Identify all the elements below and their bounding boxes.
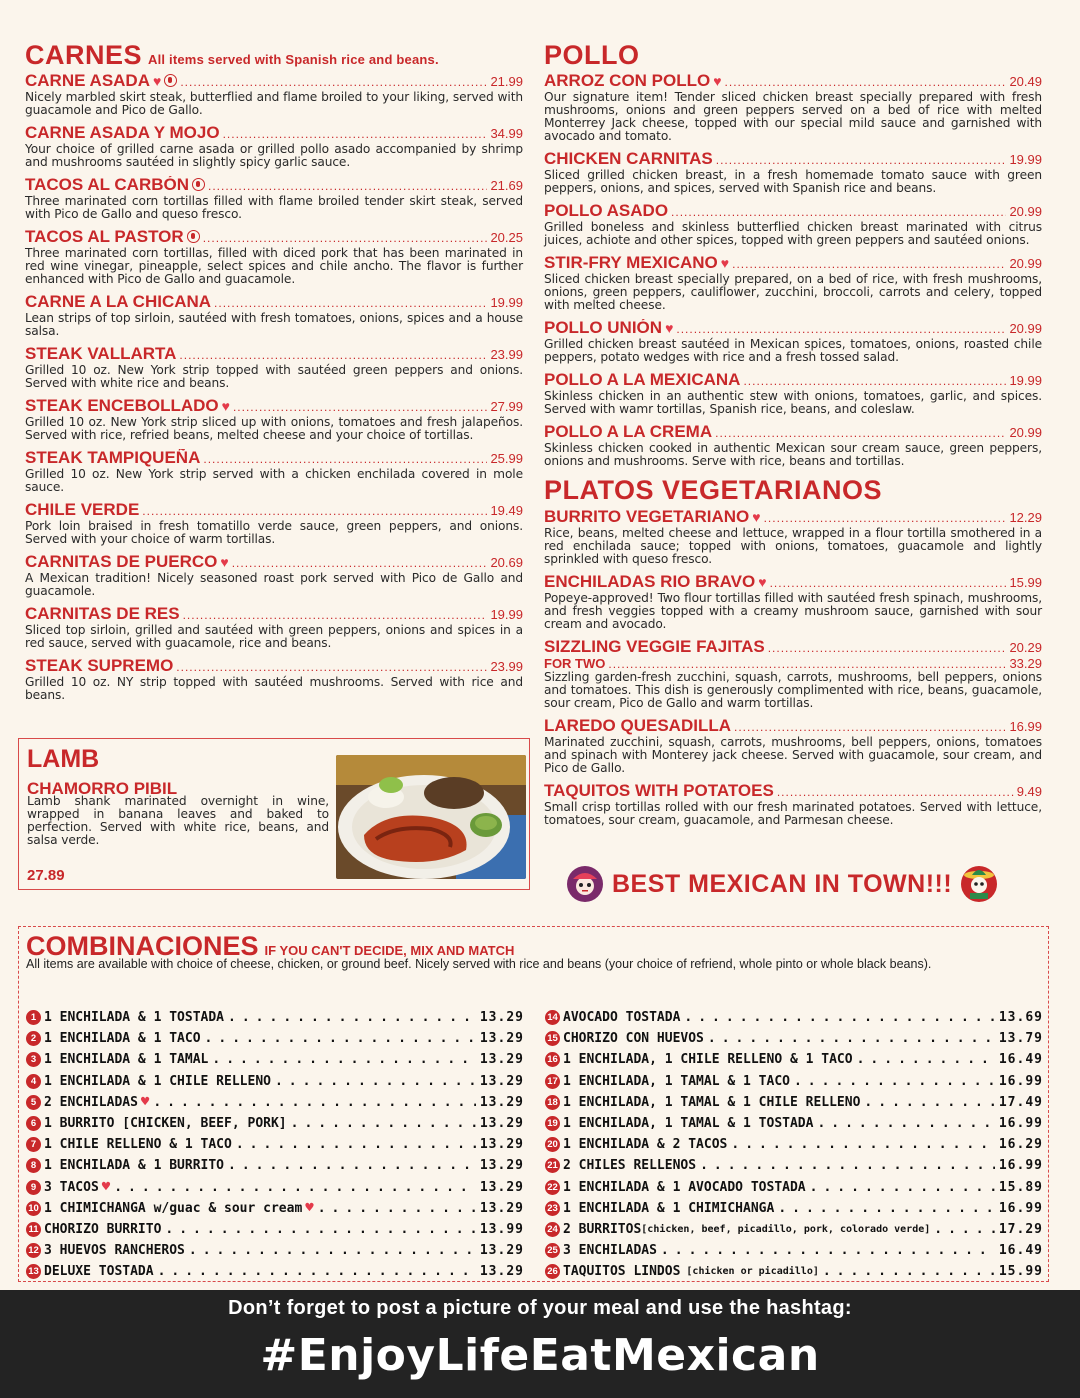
menu-item bbox=[25, 657, 523, 702]
combo-price: 16.99 bbox=[998, 1116, 1043, 1132]
heart-icon: ♥ bbox=[713, 73, 722, 89]
combo-number-badge: 17 bbox=[545, 1074, 560, 1089]
leader-dots bbox=[205, 1031, 476, 1046]
combo-row bbox=[545, 1007, 1043, 1028]
combo-price: 13.29 bbox=[479, 1116, 524, 1132]
combo-number-badge: 18 bbox=[545, 1095, 560, 1110]
combo-price: 13.29 bbox=[479, 1137, 524, 1153]
footer-hashtag: #EnjoyLifeEatMexican bbox=[260, 1330, 820, 1381]
leader-dots bbox=[725, 74, 1007, 91]
combo-row bbox=[545, 1049, 1043, 1070]
menu-item bbox=[544, 371, 1042, 416]
leader-dots bbox=[236, 1137, 476, 1152]
carnes-section bbox=[25, 40, 523, 709]
heart-icon: ♥ bbox=[220, 554, 229, 570]
item-description: Pork loin braised in fresh tomatillo verde sauce, green peppers, and onions. Served with your choice of warm tortillas. bbox=[25, 519, 523, 546]
leader-dots bbox=[817, 1116, 994, 1131]
combo-row bbox=[545, 1240, 1043, 1261]
combo-name: 3 HUEVOS RANCHEROS bbox=[44, 1243, 185, 1259]
combo-number-badge: 16 bbox=[545, 1052, 560, 1067]
combo-number-badge: 8 bbox=[26, 1158, 41, 1173]
leader-dots bbox=[794, 1074, 995, 1089]
leader-dots bbox=[732, 256, 1006, 273]
combo-price: 16.99 bbox=[998, 1158, 1043, 1174]
item-price: 15.99 bbox=[1009, 575, 1042, 590]
combo-name: 1 ENCHILADA & 1 CHIMICHANGA bbox=[563, 1200, 775, 1216]
item-extra-label: FOR TWO bbox=[544, 657, 606, 671]
combo-price: 13.29 bbox=[479, 1243, 524, 1259]
combo-note: [chicken, beef, picadillo, pork, colorado verde] bbox=[641, 1223, 931, 1235]
leader-dots bbox=[764, 510, 1007, 527]
combo-row bbox=[26, 1028, 524, 1049]
combo-number-badge: 3 bbox=[26, 1052, 41, 1067]
best-mexican-banner bbox=[566, 860, 1026, 908]
combo-row bbox=[545, 1113, 1043, 1134]
dish-illustration bbox=[336, 755, 526, 879]
carnes-subtitle: All items served with Spanish rice and beans. bbox=[148, 52, 439, 67]
combo-price: 13.29 bbox=[479, 1010, 524, 1026]
item-description: Three marinated corn tortillas filled with flame broiled tender skirt steak, served with Pico de Gallo and queso fresco. bbox=[25, 194, 523, 221]
combo-name: 1 ENCHILADA & 1 TOSTADA bbox=[44, 1010, 225, 1026]
combo-row bbox=[26, 1155, 524, 1176]
leader-dots bbox=[208, 178, 487, 195]
item-description: Grilled 10 oz. New York strip served with a chicken enchilada covered in mole sauce. bbox=[25, 467, 523, 494]
combo-list-left bbox=[26, 1007, 524, 1282]
item-description: Your choice of grilled carne asada or grilled pollo asado accompanied by shrimp and mushrooms sautéed in slightly spicy garlic sauce. bbox=[25, 142, 523, 169]
item-name: ARROZ CON POLLO bbox=[544, 72, 711, 90]
lamb-item-description: Lamb shank marinated overnight in wine, wrapped in banana leaves and baked to perfection. Served with white rice, beans, and salsa verde. bbox=[27, 794, 329, 847]
item-price: 20.99 bbox=[1009, 425, 1042, 440]
combo-price: 16.29 bbox=[998, 1137, 1043, 1153]
combo-number-badge: 6 bbox=[26, 1116, 41, 1131]
item-description: Nicely marbled skirt steak, butterflied and flame broiled to your liking, served with guacamole and Pico de Gallo. bbox=[25, 90, 523, 117]
combo-price: 16.49 bbox=[998, 1052, 1043, 1068]
menu-item bbox=[544, 782, 1042, 827]
combo-name: 1 ENCHILADA, 1 TAMAL & 1 CHILE RELLENO bbox=[563, 1094, 861, 1110]
combo-number-badge: 24 bbox=[545, 1222, 560, 1237]
menu-item bbox=[25, 176, 523, 221]
leader-dots bbox=[715, 425, 1006, 442]
carnes-header bbox=[25, 40, 523, 70]
leader-dots bbox=[114, 1180, 476, 1195]
combo-number-badge: 10 bbox=[26, 1201, 41, 1216]
combo-name: 1 CHILE RELLENO & 1 TACO bbox=[44, 1137, 232, 1153]
item-name: CARNITAS DE PUERCO bbox=[25, 553, 218, 571]
footer-message: Don’t forget to post a picture of your meal and use the hashtag: bbox=[228, 1297, 852, 1319]
combo-name: 1 ENCHILADA, 1 TAMAL & 1 TACO bbox=[563, 1073, 790, 1089]
item-price: 19.99 bbox=[1009, 373, 1042, 388]
leader-dots bbox=[857, 1052, 995, 1067]
pollo-title: POLLO bbox=[544, 40, 640, 70]
item-price: 23.99 bbox=[490, 659, 523, 674]
combo-row bbox=[545, 1177, 1043, 1198]
combo-row bbox=[545, 1155, 1043, 1176]
combo-name: 1 BURRITO [CHICKEN, BEEF, PORK] bbox=[44, 1116, 287, 1132]
combo-note: [chicken or picadillo] bbox=[686, 1266, 819, 1278]
leader-dots bbox=[731, 1137, 994, 1152]
combo-name: 3 TACOS bbox=[44, 1179, 99, 1195]
leader-dots bbox=[608, 657, 1006, 671]
pollo-section bbox=[544, 40, 1042, 834]
item-name: CHICKEN CARNITAS bbox=[544, 150, 713, 168]
item-description: Sizzling garden-fresh zucchini, squash, carrots, mushrooms, bell peppers, onions and tomatoes. This dish is generously complimented with rice, beans, guacamole, sour cream, Pico de Gallo and warm tortillas. bbox=[544, 670, 1042, 710]
item-name: TAQUITOS WITH POTATOES bbox=[544, 782, 774, 800]
menu-item bbox=[544, 508, 1042, 566]
item-price: 20.99 bbox=[1009, 256, 1042, 271]
item-description: Grilled 10 oz. New York strip sliced up with onions, tomatoes and fresh jalapeños. Served with rice, refried beans, melted cheese and your choice of tortillas. bbox=[25, 415, 523, 442]
combo-price: 15.99 bbox=[998, 1264, 1043, 1280]
combo-name: 1 ENCHILADA, 1 CHILE RELLENO & 1 TACO bbox=[563, 1052, 853, 1068]
combo-name: 2 ENCHILADAS bbox=[44, 1094, 138, 1110]
combinaciones-title: COMBINACIONES bbox=[26, 931, 259, 961]
leader-dots bbox=[233, 399, 488, 416]
combo-price: 17.49 bbox=[998, 1094, 1043, 1110]
leader-dots bbox=[203, 451, 487, 468]
leader-dots bbox=[179, 347, 487, 364]
item-name: STEAK VALLARTA bbox=[25, 345, 177, 363]
item-name: CARNE A LA CHICANA bbox=[25, 293, 212, 311]
item-description: Grilled 10 oz. New York strip topped with sautéed green peppers and onions. Served with white rice and beans. bbox=[25, 363, 523, 390]
heart-icon: ♥ bbox=[665, 320, 674, 336]
item-name: SIZZLING VEGGIE FAJITAS bbox=[544, 638, 765, 656]
menu-item bbox=[544, 573, 1042, 631]
heart-icon: ♥ bbox=[305, 1200, 314, 1217]
combo-name: DELUXE TOSTADA bbox=[44, 1264, 154, 1280]
leader-dots bbox=[823, 1264, 995, 1279]
heart-icon: ♥ bbox=[140, 1094, 150, 1111]
combo-price: 16.49 bbox=[998, 1243, 1043, 1259]
menu-item bbox=[25, 124, 523, 169]
menu-item bbox=[25, 72, 523, 117]
item-extra-price: 33.29 bbox=[1009, 657, 1042, 671]
combo-number-badge: 15 bbox=[545, 1031, 560, 1046]
item-price: 27.99 bbox=[490, 399, 523, 414]
combinaciones-subtitle: IF YOU CAN'T DECIDE, MIX AND MATCH bbox=[264, 943, 515, 958]
combo-number-badge: 23 bbox=[545, 1201, 560, 1216]
menu-item bbox=[544, 319, 1042, 364]
menu-item bbox=[544, 72, 1042, 143]
combo-row bbox=[545, 1198, 1043, 1219]
combo-name: 1 ENCHILADA & 1 CHILE RELLENO bbox=[44, 1073, 271, 1089]
leader-dots bbox=[810, 1180, 995, 1195]
item-name: POLLO A LA MEXICANA bbox=[544, 371, 741, 389]
combo-name: 1 CHIMICHANGA w/guac & sour cream bbox=[44, 1200, 303, 1216]
item-price: 20.49 bbox=[1009, 74, 1042, 89]
heart-icon: ♥ bbox=[720, 255, 730, 271]
combo-number-badge: 19 bbox=[545, 1116, 560, 1131]
menu-item bbox=[25, 293, 523, 338]
leader-dots bbox=[770, 575, 1007, 592]
item-name: POLLO ASADO bbox=[544, 202, 669, 220]
combo-name: 1 ENCHILADA & 1 AVOCADO TOSTADA bbox=[563, 1179, 806, 1195]
combo-number-badge: 13 bbox=[26, 1264, 41, 1279]
leader-dots bbox=[864, 1095, 994, 1110]
heart-icon: ♥ bbox=[758, 574, 767, 590]
carnes-title: CARNES bbox=[25, 40, 143, 70]
leader-dots bbox=[228, 1158, 476, 1173]
menu-item bbox=[544, 717, 1042, 775]
combo-row bbox=[545, 1261, 1043, 1282]
menu-item bbox=[25, 345, 523, 390]
combo-row bbox=[545, 1028, 1043, 1049]
combo-price: 13.29 bbox=[479, 1073, 524, 1089]
catrina-icon bbox=[566, 865, 604, 903]
combo-row bbox=[26, 1219, 524, 1240]
menu-item bbox=[544, 254, 1042, 312]
item-name: CARNITAS DE RES bbox=[25, 605, 180, 623]
combo-row bbox=[26, 1113, 524, 1134]
leader-dots bbox=[158, 1264, 476, 1279]
combo-name: 2 CHILES RELLENOS bbox=[563, 1158, 697, 1174]
combo-price: 13.29 bbox=[479, 1094, 524, 1110]
combo-name: TAQUITOS LINDOS bbox=[563, 1264, 681, 1280]
spicy-icon bbox=[164, 74, 177, 87]
item-name: LAREDO QUESADILLA bbox=[544, 717, 731, 735]
lamb-title: LAMB bbox=[27, 745, 100, 773]
item-price: 19.99 bbox=[490, 295, 523, 310]
combo-row bbox=[26, 1134, 524, 1155]
leader-dots bbox=[778, 1201, 995, 1216]
item-description: Grilled chicken breast sautéed in Mexican spices, tomatoes, onions, roasted chile peppers, potato wedges with rice and a fresh tossed salad. bbox=[544, 337, 1042, 364]
leader-dots bbox=[232, 555, 488, 572]
spicy-icon bbox=[192, 178, 205, 191]
item-description: Small crisp tortillas rolled with our fresh marinated potatoes. Served with lettuce, tomatoes, sour cream, guacamole, and Parmesan cheese. bbox=[544, 800, 1042, 827]
combo-number-badge: 5 bbox=[26, 1095, 41, 1110]
combo-price: 17.29 bbox=[998, 1221, 1043, 1237]
item-description: Popeye-approved! Two flour tortillas filled with sautéed fresh spinach, mushrooms, and fresh veggies topped with a creamy mushroom sauce, garnished with sour cream and avocado. bbox=[544, 591, 1042, 631]
lamb-section bbox=[18, 738, 530, 890]
combo-name: 1 ENCHILADA & 2 TACOS bbox=[563, 1137, 728, 1153]
menu-item bbox=[25, 228, 523, 286]
combo-name: 1 ENCHILADA & 1 TAMAL bbox=[44, 1052, 209, 1068]
combo-number-badge: 14 bbox=[545, 1010, 560, 1025]
combo-price: 13.29 bbox=[479, 1179, 524, 1195]
lamb-item-name: CHAMORRO PIBIL bbox=[27, 779, 178, 798]
item-price: 23.99 bbox=[490, 347, 523, 362]
combo-name: 2 BURRITOS bbox=[563, 1221, 642, 1237]
combo-number-badge: 12 bbox=[26, 1243, 41, 1258]
item-name: POLLO UNIÓN bbox=[544, 319, 663, 337]
leader-dots bbox=[189, 1243, 476, 1258]
combinaciones-section bbox=[18, 926, 1049, 1282]
item-name: STIR-FRY MEXICANO bbox=[544, 254, 718, 272]
leader-dots bbox=[176, 659, 487, 676]
veg-title: PLATOS VEGETARIANOS bbox=[544, 475, 883, 505]
item-name: ENCHILADAS RIO BRAVO bbox=[544, 573, 756, 591]
item-name: TACOS AL PASTOR bbox=[25, 228, 184, 246]
menu-item bbox=[25, 553, 523, 598]
item-price: 19.49 bbox=[490, 503, 523, 518]
combo-row bbox=[26, 1049, 524, 1070]
item-name: STEAK ENCEBOLLADO bbox=[25, 397, 219, 415]
heart-icon: ♥ bbox=[221, 398, 230, 414]
combo-number-badge: 1 bbox=[26, 1010, 41, 1025]
combo-number-badge: 9 bbox=[26, 1180, 41, 1195]
spicy-icon bbox=[187, 230, 200, 243]
item-description: Sliced grilled chicken breast, in a fresh homemade tomato sauce with green peppers, onions, and spices, served with Spanish rice and beans. bbox=[544, 168, 1042, 195]
leader-dots bbox=[183, 607, 488, 624]
combo-name: CHORIZO BURRITO bbox=[44, 1221, 162, 1237]
combo-number-badge: 11 bbox=[26, 1222, 41, 1237]
combo-number-badge: 22 bbox=[545, 1180, 560, 1195]
combo-name: CHORIZO CON HUEVOS bbox=[563, 1031, 704, 1047]
combo-row bbox=[26, 1071, 524, 1092]
combo-price: 13.99 bbox=[479, 1221, 524, 1237]
leader-dots bbox=[671, 204, 1006, 221]
lamb-dish-photo bbox=[336, 755, 526, 879]
item-description: Marinated zucchini, squash, carrots, mushrooms, bell peppers, onions, tomatoes and spinach with Monterey jack cheese. Served with guacamole, sour cream, and Pico de Gallo. bbox=[544, 735, 1042, 775]
menu-item bbox=[544, 202, 1042, 247]
combo-price: 13.29 bbox=[479, 1031, 524, 1047]
lamb-item-price: 27.89 bbox=[27, 867, 65, 884]
item-description: Rice, beans, melted cheese and lettuce, wrapped in a flour tortilla smothered in a red enchilada sauce; topped with onions, tomatoes, guacamole and lightly sprinkled with queso fresco. bbox=[544, 526, 1042, 566]
combo-row bbox=[545, 1071, 1043, 1092]
mariachi-skull-icon bbox=[960, 865, 998, 903]
combo-number-badge: 20 bbox=[545, 1137, 560, 1152]
item-price: 20.25 bbox=[490, 230, 523, 245]
leader-dots bbox=[153, 1095, 476, 1110]
combo-price: 16.99 bbox=[998, 1073, 1043, 1089]
leader-dots bbox=[165, 1222, 475, 1237]
item-price: 20.69 bbox=[490, 555, 523, 570]
item-price: 21.69 bbox=[490, 178, 523, 193]
item-description: Our signature item! Tender sliced chicken breast specially prepared with fresh mushrooms, onions and green peppers served on a bed of rice with melted Monterrey Jack cheese, topped with our special mild sauce and garnished with avocado and tomato. bbox=[544, 90, 1042, 143]
leader-dots bbox=[676, 321, 1006, 338]
menu-item bbox=[544, 638, 1042, 710]
item-price: 19.99 bbox=[490, 607, 523, 622]
item-name: STEAK TAMPIQUEÑA bbox=[25, 449, 201, 467]
item-price: 9.49 bbox=[1016, 784, 1042, 799]
heart-icon: ♥ bbox=[101, 1179, 111, 1196]
item-description: Lean strips of top sirloin, sautéed with fresh tomatoes, onions, spices and a house salsa. bbox=[25, 311, 523, 338]
leader-dots bbox=[223, 126, 488, 143]
combo-number-badge: 26 bbox=[545, 1264, 560, 1279]
item-name: STEAK SUPREMO bbox=[25, 657, 174, 675]
combo-row bbox=[26, 1092, 524, 1113]
combo-price: 13.79 bbox=[998, 1031, 1043, 1047]
leader-dots bbox=[228, 1010, 476, 1025]
leader-dots bbox=[661, 1243, 995, 1258]
item-name: POLLO A LA CREMA bbox=[544, 423, 713, 441]
item-price: 20.99 bbox=[1009, 321, 1042, 336]
combo-number-badge: 7 bbox=[26, 1137, 41, 1152]
item-description: Sliced chicken breast specially prepared, on a bed of rice, with fresh mushrooms, onions, green peppers, cauliflower, zucchini, broccoli, carrots and celery, topped with melted cheese. bbox=[544, 272, 1042, 312]
item-price: 19.99 bbox=[1009, 152, 1042, 167]
item-name: BURRITO VEGETARIANO bbox=[544, 508, 750, 526]
item-description: Sliced top sirloin, grilled and sautéed with green peppers, onions and spices in a red sauce, served with guacamole, rice and beans. bbox=[25, 623, 523, 650]
combo-price: 13.29 bbox=[479, 1200, 524, 1216]
heart-icon: ♥ bbox=[752, 509, 761, 525]
item-description: A Mexican tradition! Nicely seasoned roast pork served with Pico de Gallo and guacamole. bbox=[25, 571, 523, 598]
combo-row bbox=[545, 1219, 1043, 1240]
combo-number-badge: 21 bbox=[545, 1158, 560, 1173]
combo-row bbox=[26, 1177, 524, 1198]
item-name: CARNE ASADA bbox=[25, 72, 150, 90]
leader-dots bbox=[934, 1222, 995, 1237]
leader-dots bbox=[777, 784, 1014, 801]
menu-item bbox=[25, 605, 523, 650]
combo-price: 13.29 bbox=[479, 1158, 524, 1174]
leader-dots bbox=[318, 1201, 476, 1216]
best-mexican-text: BEST MEXICAN IN TOWN!!! bbox=[612, 869, 953, 898]
combo-name: 1 ENCHILADA & 1 BURRITO bbox=[44, 1158, 225, 1174]
leader-dots bbox=[734, 719, 1006, 736]
combo-price: 13.29 bbox=[479, 1052, 524, 1068]
item-name: TACOS AL CARBÓN bbox=[25, 176, 190, 194]
item-description: Skinless chicken in an authentic stew with onions, tomatoes, garlic, and spices. Served with wamr tortillas, Spanish rice, beans, and coleslaw. bbox=[544, 389, 1042, 416]
menu-item bbox=[544, 423, 1042, 468]
item-description: Three marinated corn tortillas, filled with diced pork that has been marinated in red wine vinegar, pineapple, select spices and chile ancho. The flavor is further enhanced with Pico de Gallo and guacamole. bbox=[25, 246, 523, 286]
combo-price: 15.89 bbox=[998, 1179, 1043, 1195]
item-price: 12.29 bbox=[1009, 510, 1042, 525]
combo-number-badge: 2 bbox=[26, 1031, 41, 1046]
combo-name: 3 ENCHILADAS bbox=[563, 1243, 657, 1259]
leader-dots bbox=[275, 1074, 476, 1089]
leader-dots bbox=[214, 295, 487, 312]
item-price: 16.99 bbox=[1009, 719, 1042, 734]
item-description: Skinless chicken cooked in authentic Mexican sour cream sauce, green peppers, onions and mushrooms. Serve with rice, beans and tortillas. bbox=[544, 441, 1042, 468]
item-description: Grilled boneless and skinless butterflied chicken breast marinated with citrus juices, achiote and other spices, topped with green peppers and sautéed onions. bbox=[544, 220, 1042, 247]
leader-dots bbox=[291, 1116, 476, 1131]
item-price: 21.99 bbox=[490, 74, 523, 89]
combo-row bbox=[26, 1007, 524, 1028]
combo-price: 16.99 bbox=[998, 1200, 1043, 1216]
item-name: CHILE VERDE bbox=[25, 501, 140, 519]
combo-name: 1 ENCHILADA & 1 TACO bbox=[44, 1031, 201, 1047]
combo-row bbox=[26, 1261, 524, 1282]
leader-dots bbox=[203, 230, 488, 247]
combo-name: AVOCADO TOSTADA bbox=[563, 1010, 681, 1026]
leader-dots bbox=[708, 1031, 995, 1046]
leader-dots bbox=[768, 640, 1007, 657]
combo-row bbox=[545, 1134, 1043, 1155]
combo-price: 13.69 bbox=[998, 1010, 1043, 1026]
combo-name: 1 ENCHILADA, 1 TAMAL & 1 TOSTADA bbox=[563, 1116, 814, 1132]
combo-row bbox=[26, 1240, 524, 1261]
leader-dots bbox=[700, 1158, 995, 1173]
leader-dots bbox=[142, 503, 487, 520]
combo-number-badge: 25 bbox=[545, 1243, 560, 1258]
combo-price: 13.29 bbox=[479, 1264, 524, 1280]
menu-item bbox=[25, 501, 523, 546]
item-price: 20.99 bbox=[1009, 204, 1042, 219]
heart-icon: ♥ bbox=[153, 73, 162, 89]
menu-item bbox=[25, 397, 523, 442]
leader-dots bbox=[180, 74, 487, 91]
combo-number-badge: 4 bbox=[26, 1074, 41, 1089]
leader-dots bbox=[212, 1052, 475, 1067]
combo-row bbox=[26, 1198, 524, 1219]
combo-row bbox=[545, 1092, 1043, 1113]
item-name: CARNE ASADA Y MOJO bbox=[25, 124, 220, 142]
item-price: 34.99 bbox=[490, 126, 523, 141]
menu-item bbox=[25, 449, 523, 494]
leader-dots bbox=[716, 152, 1007, 169]
item-price: 25.99 bbox=[490, 451, 523, 466]
combo-list-right bbox=[545, 1007, 1043, 1282]
footer-banner bbox=[0, 1290, 1080, 1398]
leader-dots bbox=[743, 373, 1006, 390]
item-description: Grilled 10 oz. NY strip topped with sautéed mushrooms. Served with rice and beans. bbox=[25, 675, 523, 702]
leader-dots bbox=[684, 1010, 994, 1025]
menu-item bbox=[544, 150, 1042, 195]
combinaciones-description: All items are available with choice of cheese, chicken, or ground beef. Nicely served with rice and beans (your choice of refriend, whole pinto or whole black beans). bbox=[26, 957, 932, 971]
item-price: 20.29 bbox=[1009, 640, 1042, 655]
